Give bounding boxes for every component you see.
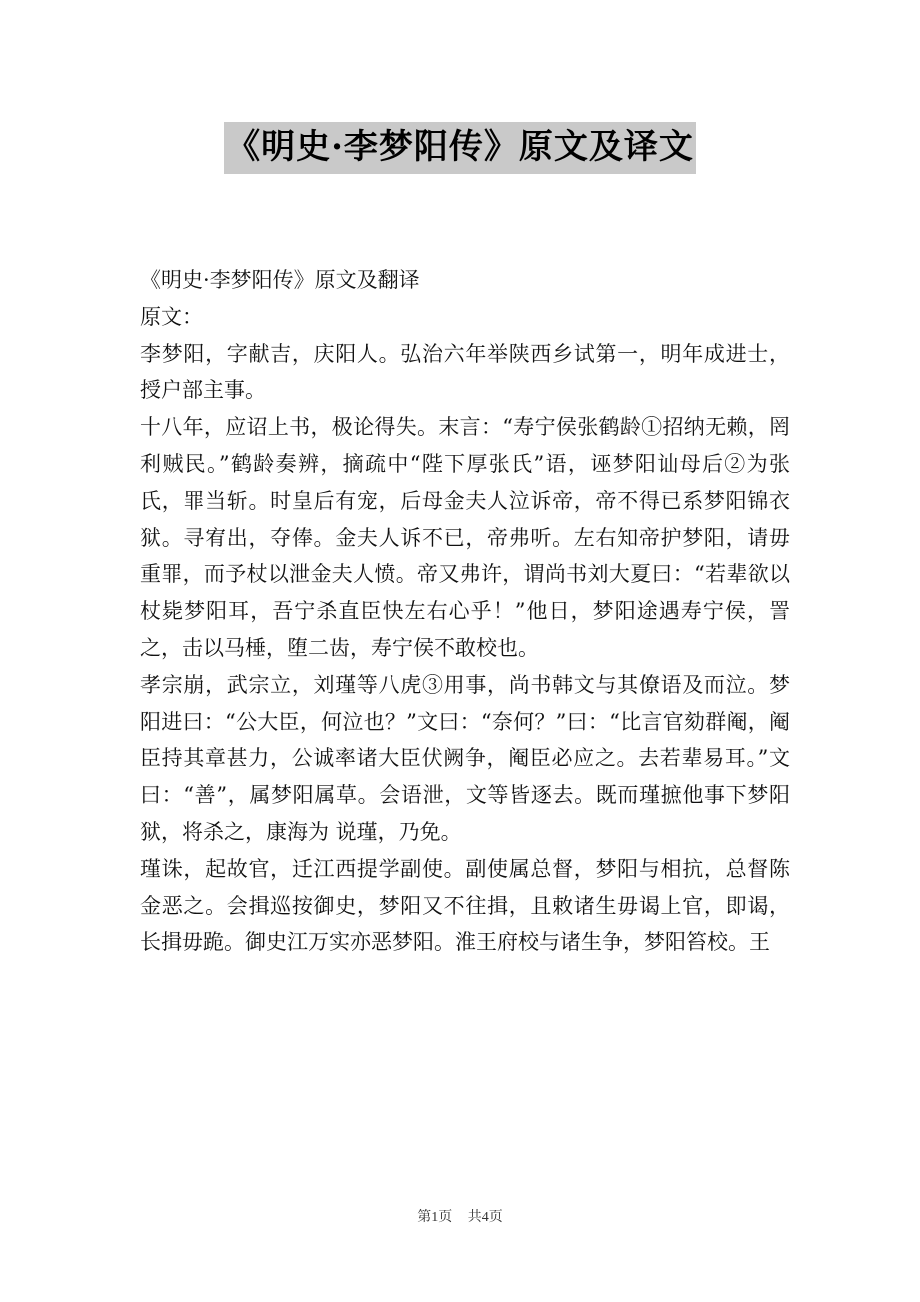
page-footer xyxy=(0,1206,920,1226)
paragraph-2: 十八年，应诏上书，极论得失。末言：“寿宁侯张鹤龄①招纳无赖，罔利贼民。”鹤龄奏辨，摘疏中“陛下厚张氏”语，诬梦阳讪母后②为张氏，罪当斩。时皇后有宠，后母金夫人泣诉帝，帝不得已系梦阳锦衣狱。寻宥出，夺俸。金夫人诉不已，帝弗听。左右知帝护梦阳，请毋重罪，而予杖以泄金夫人愤。帝又弗许，谓尚书刘大夏曰：“若辈欲以杖毙梦阳耳，吾宁杀直臣快左右心乎！”他日，梦阳途遇寿宁侯，詈之，击以马棰，堕二齿，寿宁侯不敢校也。 xyxy=(140,415,790,660)
total-pages: 共4页 xyxy=(467,1210,503,1225)
document-body xyxy=(140,262,790,961)
section-label: 原文： xyxy=(140,304,203,329)
page-number: 第1页 xyxy=(417,1210,453,1225)
paragraph-1: 李梦阳，字献吉，庆阳人。弘治六年举陕西乡试第一，明年成进士，授户部主事。 xyxy=(140,341,790,403)
title-container xyxy=(0,122,920,174)
page-title: 《明史·李梦阳传》原文及译文 xyxy=(224,122,696,174)
document-subtitle: 《明史·李梦阳传》原文及翻译 xyxy=(140,268,420,292)
paragraph-3: 孝宗崩，武宗立，刘瑾等八虎③用事，尚书韩文与其僚语及而泣。梦阳进曰：“公大臣，何泣也？”文曰：“奈何？”曰：“比言官劾群阉，阉臣持其章甚力，公诚率诸大臣伏阙争，阉臣必应之。去若辈易耳。”文曰：“善”，属梦阳属草。会语泄，文等皆逐去。既而瑾摭他事下梦阳狱，将杀之，康海为 说瑾，乃免。 xyxy=(140,672,790,844)
paragraph-4: 瑾诛，起故官，迁江西提学副使。副使属总督，梦阳与相抗，总督陈金恶之。会揖巡按御史，梦阳又不往揖，且敕诸生毋谒上官，即谒，长揖毋跪。御史江万实亦恶梦阳。淮王府校与诸生争，梦阳笞校。王 xyxy=(140,856,790,955)
